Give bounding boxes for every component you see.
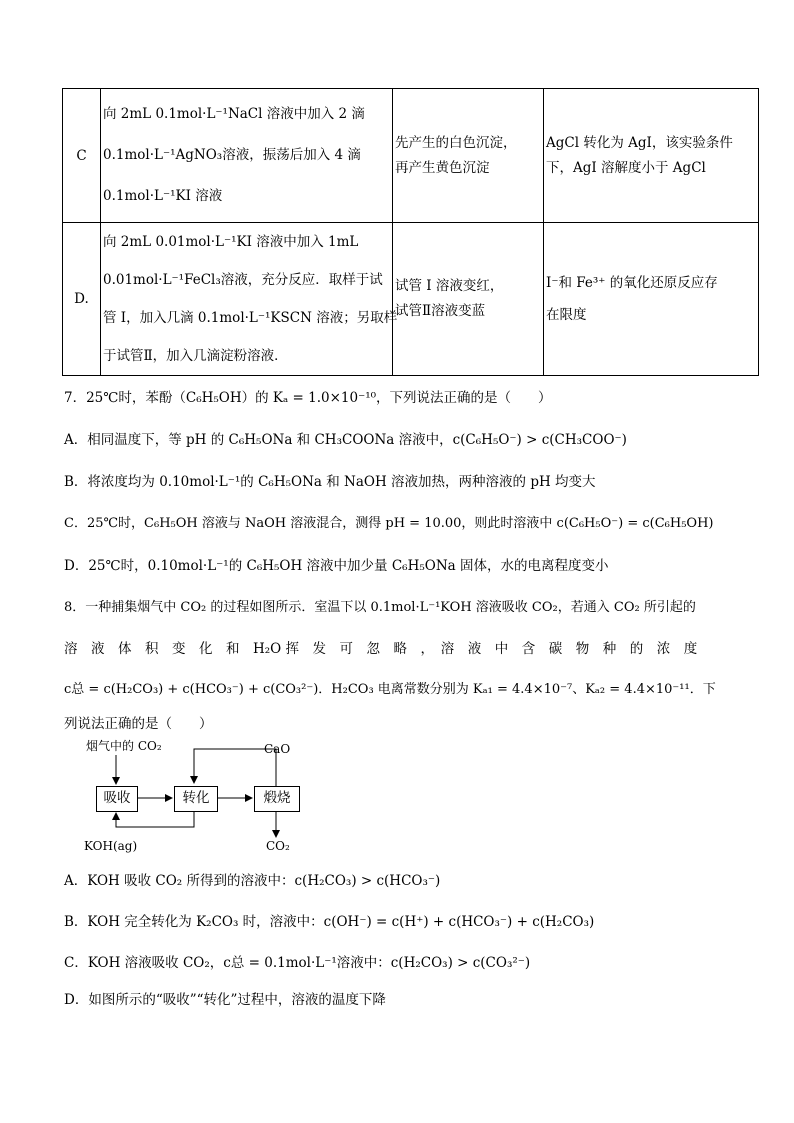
- phenomenon-line: 再产生黄色沉淀: [395, 159, 490, 176]
- operation-line: 于试管Ⅱ，加入几滴淀粉溶液．: [103, 348, 288, 364]
- convert-box: 转化: [174, 786, 218, 812]
- question-7-option-d: D．25℃时，0.10mol·L⁻¹的 C₆H₅OH 溶液中加少量 C₆H₅ONa 固体，水的电离程度变小: [64, 558, 609, 574]
- question-8-line-1: 8．一种捕集烟气中 CO₂ 的过程如图所示．室温下以 0.1mol·L⁻¹KOH 溶液吸收 CO₂，若通入 CO₂ 所引起的: [64, 600, 696, 615]
- calcine-box: 煅烧: [254, 786, 300, 812]
- koh-label: KOH(ag): [84, 839, 138, 853]
- co2-output-label: CO₂: [266, 839, 290, 853]
- co2-capture-flow-diagram: [80, 737, 320, 857]
- conclusion-line: 在限度: [546, 307, 587, 323]
- operation-line: 向 2mL 0.1mol·L⁻¹NaCl 溶液中加入 2 滴: [103, 106, 365, 122]
- question-8-line-4: 列说法正确的是（ ）: [64, 716, 213, 732]
- operation-line: 向 2mL 0.01mol·L⁻¹KI 溶液中加入 1mL: [103, 234, 359, 250]
- conclusion-line: 下，AgI 溶解度小于 AgCl: [546, 159, 706, 176]
- question-8-line-3: c总 = c(H₂CO₃) + c(HCO₃⁻) + c(CO₃²⁻)．H₂CO₃ 电离常数分别为 Kₐ₁ = 4.4×10⁻⁷、Kₐ₂ = 4.4×10⁻¹¹．下: [64, 682, 716, 697]
- conclusion-line: AgCl 转化为 AgI，该实验条件: [546, 134, 733, 151]
- question-8-option-d: D．如图所示的“吸收”“转化”过程中，溶液的温度下降: [64, 992, 386, 1008]
- question-7-option-c: C．25℃时，C₆H₅OH 溶液与 NaOH 溶液混合，测得 pH = 10.00，则此时溶液中 c(C₆H₅O⁻) = c(C₆H₅OH): [64, 516, 714, 531]
- phenomenon-line: 试管Ⅱ溶液变蓝: [395, 303, 486, 319]
- operation-line: 0.1mol·L⁻¹AgNO₃溶液，振荡后加入 4 滴: [103, 147, 361, 163]
- phenomenon-cell: [393, 223, 544, 376]
- question-8-line-2: 溶 液 体 积 变 化 和 H₂O 挥 发 可 忽 略 ， 溶 液 中 含 碳 物 种 的 浓 度: [64, 641, 698, 657]
- operation-line: 0.1mol·L⁻¹KI 溶液: [103, 188, 223, 204]
- conclusion-cell: [544, 223, 759, 376]
- row-label: C: [63, 89, 101, 223]
- operation-line: 0.01mol·L⁻¹FeCl₃溶液，充分反应．取样于试: [103, 272, 383, 288]
- phenomenon-line: 先产生的白色沉淀，: [395, 134, 517, 151]
- flue-gas-label: 烟气中的 CO₂: [86, 739, 162, 753]
- question-8-option-a: A．KOH 吸收 CO₂ 所得到的溶液中：c(H₂CO₃) > c(HCO₃⁻): [64, 873, 441, 889]
- row-label: D.: [63, 223, 101, 376]
- question-7-option-a: A．相同温度下，等 pH 的 C₆H₅ONa 和 CH₃COONa 溶液中，c(C₆H₅O⁻) > c(CH₃COO⁻): [64, 432, 627, 448]
- conclusion-cell: [544, 89, 759, 223]
- question-8-option-b: B．KOH 完全转化为 K₂CO₃ 时，溶液中：c(OH⁻) = c(H⁺) + c(HCO₃⁻) + c(H₂CO₃): [64, 914, 595, 930]
- absorb-box: 吸收: [96, 786, 138, 812]
- phenomenon-cell: [393, 89, 544, 223]
- question-7-option-b: B．将浓度均为 0.10mol·L⁻¹的 C₆H₅ONa 和 NaOH 溶液加热，两种溶液的 pH 均变大: [64, 474, 596, 490]
- cao-label: CaO: [264, 742, 291, 756]
- arrow-koh-to-absorb: [116, 810, 194, 827]
- table-row-c: [63, 89, 759, 223]
- conclusion-line: I⁻和 Fe³⁺ 的氧化还原反应存: [546, 275, 718, 291]
- operation-line: 管 I，加入几滴 0.1mol·L⁻¹KSCN 溶液；另取样: [103, 310, 398, 326]
- operation-cell: [101, 89, 393, 223]
- operation-cell: [101, 223, 398, 376]
- question-8-option-c: C．KOH 溶液吸收 CO₂，c总 = 0.1mol·L⁻¹溶液中：c(H₂CO₃) > c(CO₃²⁻): [64, 955, 531, 971]
- question-7-stem: 7．25℃时，苯酚（C₆H₅OH）的 Kₐ = 1.0×10⁻¹⁰，下列说法正确的是（ ）: [64, 390, 552, 406]
- table-row-d: [63, 223, 759, 376]
- phenomenon-line: 试管 I 溶液变红，: [395, 278, 504, 294]
- experiment-table: [62, 88, 759, 376]
